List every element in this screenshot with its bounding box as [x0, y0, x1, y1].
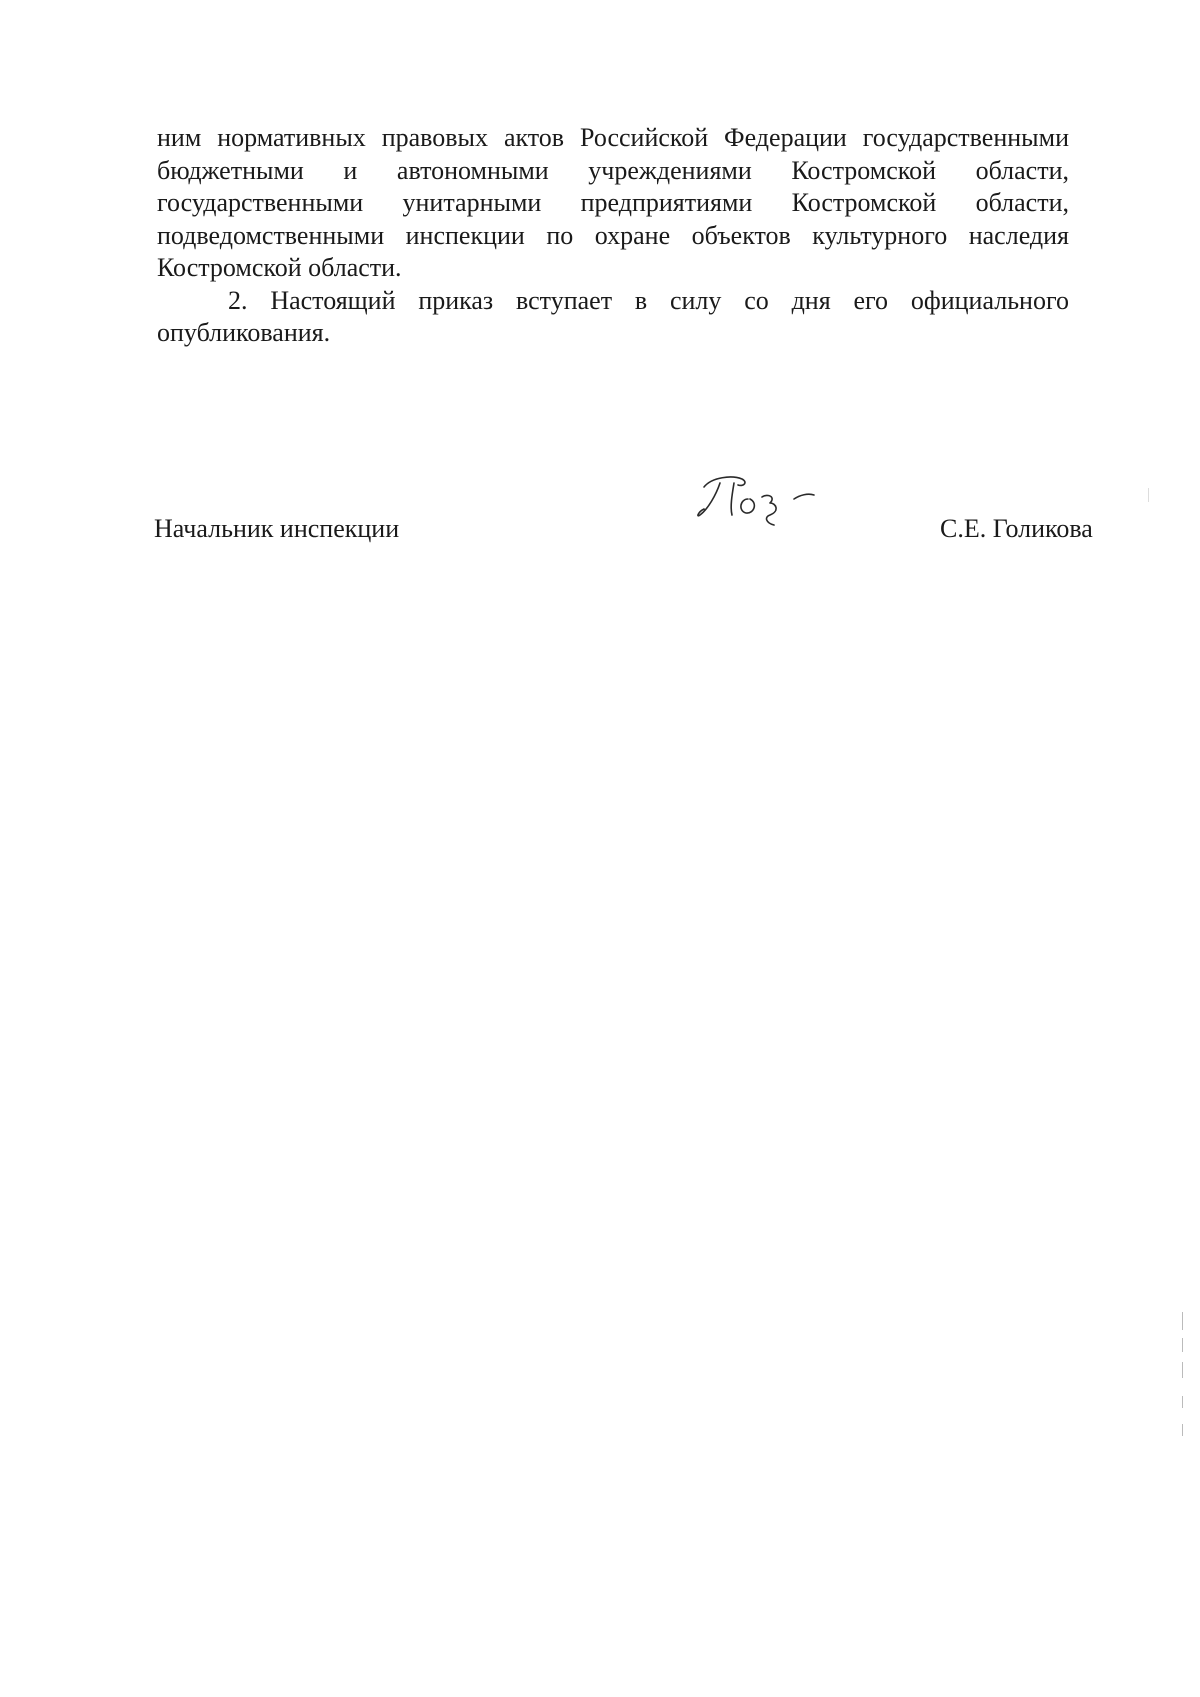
scan-artifact — [1182, 1338, 1183, 1352]
signatory-position: Начальник инспекции — [154, 514, 400, 543]
signature-block — [154, 512, 1104, 552]
paragraph-continuation: ним нормативных правовых актов Российской Федерации государственными бюджетными и автономными учреждениями Костромской области, государственными унитарными предприятиями Костромской области, подведомственными инспекции по охране объектов культурного наследия Костромской области. — [157, 123, 1069, 282]
signatory-name: С.Е. Голикова — [940, 514, 1093, 543]
scan-artifact — [1148, 488, 1149, 502]
paragraph-effective-date: 2. Настоящий приказ вступает в силу со дня его официального опубликования. — [157, 285, 1069, 347]
scan-artifact — [1182, 1312, 1183, 1330]
scan-artifact — [1182, 1424, 1183, 1436]
scan-artifact — [1182, 1362, 1183, 1378]
document-body — [157, 122, 1069, 350]
scan-artifact — [1182, 1396, 1183, 1408]
